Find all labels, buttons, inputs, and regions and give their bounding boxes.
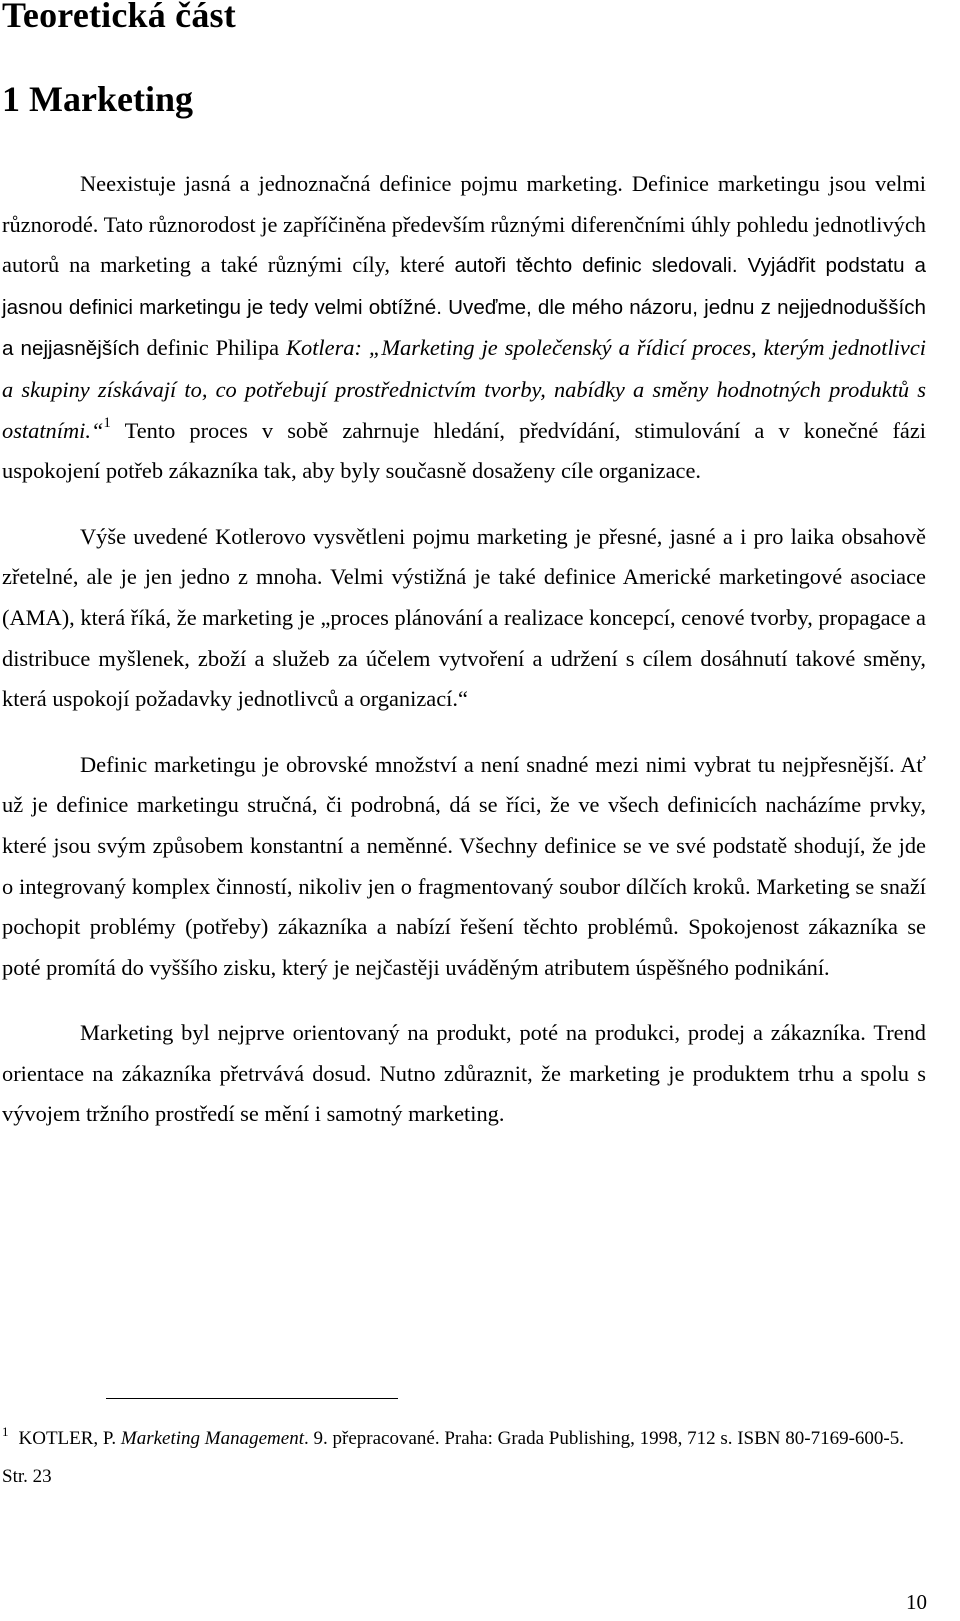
footnote-number: 1 bbox=[2, 1424, 9, 1439]
body-text bbox=[2, 164, 926, 1135]
part-title: Teoretická část bbox=[2, 0, 236, 35]
paragraph-1 bbox=[2, 164, 926, 492]
paragraph-1-definic-philipa: definic Philipa bbox=[139, 335, 287, 361]
paragraph-1-conclusion: Tento proces v sobě zahrnuje hledání, předvídání, stimulování a v konečné fázi uspokojení potřeb zákazníka tak, aby byly současně dosaženy cíle organizace. bbox=[2, 417, 926, 484]
paragraph-1-sans-text: autoři těchto definic sledovali. Vyjádřit podstatu a jasnou definici marketingu je tedy velmi obtížné. Uveďme, dle mého názoru, jednu z nejjednodušších a nejjasnějších bbox=[2, 254, 926, 361]
footnote-author: KOTLER, P. bbox=[18, 1428, 121, 1449]
footnote-separator bbox=[106, 1398, 398, 1399]
footnote-book-title: Marketing Management bbox=[120, 1428, 304, 1449]
footnote bbox=[2, 1420, 926, 1496]
kotler-definition-quote: Kotlera: „Marketing je společenský a řídicí proces, kterým jednotlivci a skupiny získávají to, co potřebují prostřednictvím tvorby, nabídky a směny hodnotných produktů s ostatními.“ bbox=[2, 335, 926, 443]
paragraph-2: Výše uvedené Kotlerovo vysvětleni pojmu marketing je přesné, jasné a i pro laika obsahově zřetelné, ale je jen jedno z mnoha. Velmi výstižná je také definice Americké marketingové asociace (AMA), která říká, že marketing je „proces plánování a realizace koncepcí, cenové tvorby, propagace a distribuce myšlenek, zboží a služeb za účelem vytvoření a udržení s cílem dosáhnutí takové směny, která uspokojí požadavky jednotlivců a organizací.“ bbox=[2, 523, 926, 712]
chapter-title: 1 Marketing bbox=[2, 79, 193, 119]
paragraph-3: Definic marketingu je obrovské množství a není snadné mezi nimi vybrat tu nejpřesnější. Ať už je definice marketingu stručná, či podrobná, dá se říci, že ve všech definicích nacházíme prvky, které jsou svým způsobem konstantní a neměnné. Všechny definice se ve své podstatě shodují, že jde o integrovaný komplex činností, nikoliv jen o fragmentovaný soubor dílčích kroků. Marketing se snaží pochopit problémy (potřeby) zákazníka a nabízí řešení těchto problémů. Spokojenost zákazníka se poté promítá do vyššího zisku, který je nejčastěji uváděným atributem úspěšného podnikání. bbox=[2, 751, 926, 980]
page-number: 10 bbox=[906, 1590, 927, 1614]
paragraph-1-intro: Neexistuje jasná a jednoznačná definice pojmu marketing. Definice marketingu jsou velmi různorodé. Tato různorodost je zapříčiněna především různými diferenčními úhly pohledu jednotlivých autorů na marketing a také různými cíly, které bbox=[2, 171, 926, 278]
footnote-reference[interactable]: 1 bbox=[103, 414, 111, 431]
paragraph-4: Marketing byl nejprve orientovaný na produkt, poté na produkci, prodej a zákazníka. Trend orientace na zákazníka přetrvává dosud. Nutno zdůraznit, že marketing je produktem trhu a spolu s vývojem tržního prostředí se mění i samotný marketing. bbox=[2, 1020, 926, 1127]
footnote-publication-details: . 9. přepracované. Praha: Grada Publishing, 1998, 712 s. ISBN 80-7169-600-5. Str. 23 bbox=[2, 1428, 904, 1487]
